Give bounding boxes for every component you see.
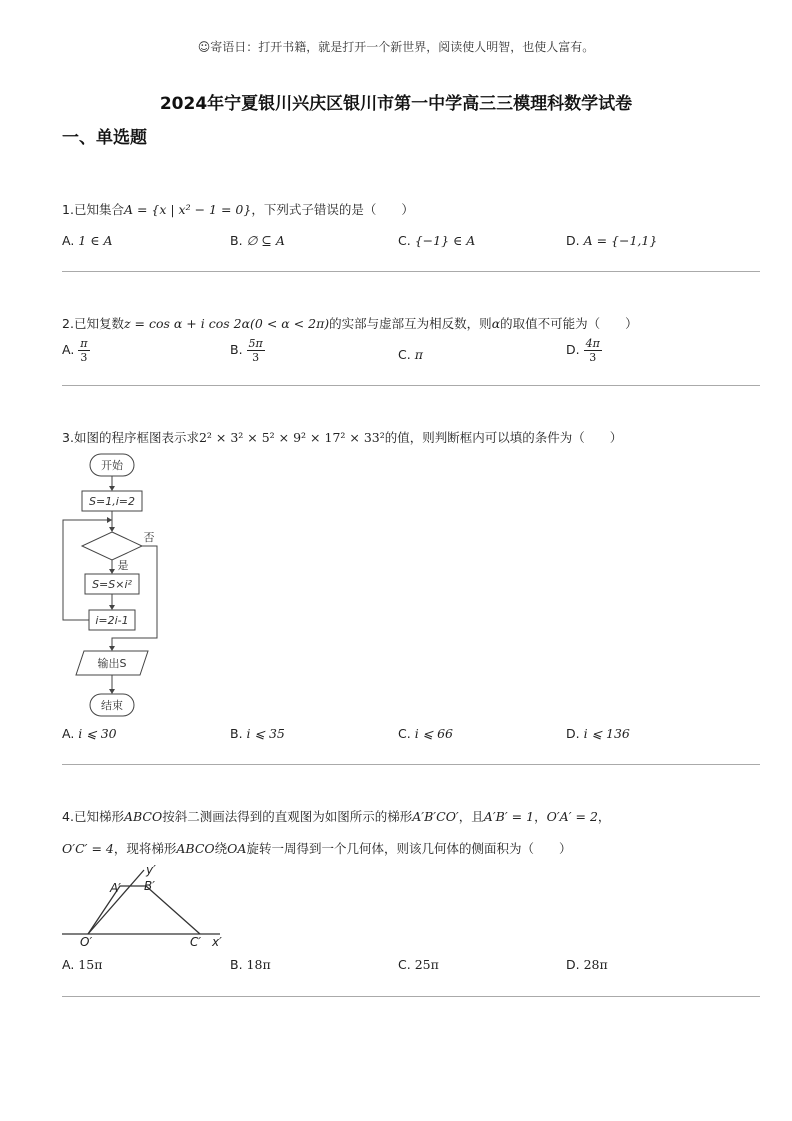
q2-pre: 已知复数 (73, 316, 124, 331)
q3-option-c[interactable] (398, 726, 453, 741)
q3-option-d[interactable] (566, 726, 630, 741)
label-a: A′ (110, 881, 121, 895)
q3-number: 3. (62, 430, 74, 445)
q1-option-a[interactable] (62, 233, 112, 248)
flow-no-label: 否 (143, 531, 155, 544)
q1-option-b[interactable] (230, 233, 285, 248)
flow-yes-label: 是 (117, 559, 129, 572)
option-label: B. (230, 342, 243, 357)
q4-number: 4. (62, 809, 74, 824)
q3-pre: 如图的程序框图表示求 (73, 430, 199, 445)
question-1 (62, 200, 414, 218)
option-text: 1 ∈ A (78, 233, 113, 248)
option-text: i ⩽ 136 (583, 726, 630, 741)
option-label: C. (398, 726, 411, 741)
q4-text: ，且 (458, 809, 484, 824)
option-text: 25π (414, 957, 439, 972)
flow-start-label: 开始 (101, 459, 123, 472)
option-text: {−1} ∈ A (414, 233, 476, 248)
q4-option-d[interactable] (566, 957, 608, 972)
label-o: O′ (80, 935, 93, 949)
q4-math: ABCO (176, 841, 215, 856)
q3-option-b[interactable] (230, 726, 285, 741)
option-text: i ⩽ 35 (246, 726, 285, 741)
flow-update-label: i=2i-1 (95, 614, 129, 627)
option-label: A. (62, 342, 75, 357)
option-label: A. (62, 233, 75, 248)
option-label: A. (62, 726, 75, 741)
option-label: D. (566, 233, 580, 248)
q4-text: ， (597, 809, 611, 824)
question-4-line-1 (62, 807, 610, 825)
q4-math: OA (227, 841, 247, 856)
option-label: D. (566, 726, 580, 741)
q1-option-d[interactable] (566, 233, 657, 248)
q4-text: 旋转一周得到一个几何体，则该几何体的侧面积为（ ） (246, 841, 572, 856)
q4-math: A′B′ = 1 (483, 809, 535, 824)
q1-post: ，下列式子错误的是（ ） (251, 202, 414, 217)
label-x: x′ (212, 935, 222, 949)
fraction: $\frac{5\pi}{3}$ (248, 337, 263, 364)
label-c: C′ (190, 935, 202, 949)
q4-text: 绕 (214, 841, 228, 856)
q4-text: 按斜二测画法得到的直观图为如图所示的梯形 (162, 809, 413, 824)
q2-math: z = cos α + i cos 2α(0 < α < 2π) (123, 316, 330, 331)
question-4-line-2 (62, 839, 571, 857)
page-title: 2024年宁夏银川兴庆区银川市第一中学高三三模理科数学试卷 (159, 94, 633, 114)
q2-option-c[interactable] (398, 347, 423, 362)
option-text: i ⩽ 66 (414, 726, 454, 741)
q4-math: A′B′CO′ (412, 809, 459, 824)
label-y: y′ (146, 863, 156, 877)
question-3 (62, 428, 622, 446)
q3-math: 2² × 3² × 5² × 9² × 17² × 33² (198, 430, 385, 445)
section-heading: 一、单选题 (62, 128, 147, 148)
label-b: B′ (144, 879, 155, 893)
option-label: D. (566, 342, 580, 357)
option-label: C. (398, 347, 411, 362)
option-label: B. (230, 957, 243, 972)
option-label: B. (230, 726, 243, 741)
option-text: 18π (246, 957, 271, 972)
q3-post: 的值，则判断框内可以填的条件为（ ） (384, 430, 623, 445)
q2-option-a[interactable] (62, 337, 90, 364)
option-label: C. (398, 957, 411, 972)
q4-text: ，现将梯形 (113, 841, 177, 856)
motto: ☺寄语日：打开书籍，就是打开一个新世界，阅读使人明智，也使人富有。 (197, 40, 595, 54)
q2-var: α (491, 316, 501, 331)
q4-text: 已知梯形 (73, 809, 124, 824)
trapezoid-figure (60, 860, 235, 952)
q2-option-d[interactable] (566, 337, 602, 364)
q1-number: 1. (62, 202, 74, 217)
q2-number: 2. (62, 316, 74, 331)
flow-end-label: 结束 (101, 699, 123, 712)
option-label: C. (398, 233, 411, 248)
q3-option-a[interactable] (62, 726, 117, 741)
option-text: 15π (78, 957, 103, 972)
q4-math: O′A′ = 2 (546, 809, 598, 824)
flow-assign-label: S=S×i² (92, 578, 132, 591)
flowchart (56, 450, 186, 722)
q2-option-b[interactable] (230, 337, 265, 364)
option-text: ∅ ⊆ A (246, 233, 285, 248)
q4-option-a[interactable] (62, 957, 102, 972)
fraction: $\frac{\pi}{3}$ (80, 337, 88, 364)
flow-init-label: S=1,i=2 (89, 495, 135, 508)
q4-option-b[interactable] (230, 957, 271, 972)
divider (62, 764, 760, 765)
y-axis (88, 870, 144, 934)
divider (62, 271, 760, 272)
fraction: $\frac{4\pi}{3}$ (585, 337, 600, 364)
option-label: B. (230, 233, 243, 248)
option-text: A = {−1,1} (583, 233, 658, 248)
flow-output-label: 输出S (97, 657, 127, 670)
option-label: A. (62, 957, 75, 972)
q1-pre: 已知集合 (73, 202, 124, 217)
q1-option-c[interactable] (398, 233, 475, 248)
q2-post2: 的取值不可能为（ ） (500, 316, 638, 331)
option-text: 28π (583, 957, 608, 972)
q2-post: 的实部与虚部互为相反数，则 (329, 316, 492, 331)
q4-text: ， (534, 809, 547, 824)
q1-math: A = {x | x² − 1 = 0} (123, 202, 252, 217)
q4-option-c[interactable] (398, 957, 439, 972)
trapezoid-outline (88, 886, 200, 934)
q4-math: O′C′ = 4 (62, 841, 114, 856)
question-2 (62, 314, 638, 332)
option-text: π (414, 347, 423, 362)
option-text: i ⩽ 30 (78, 726, 117, 741)
divider (62, 385, 760, 386)
flow-decision-diamond (82, 532, 142, 560)
option-label: D. (566, 957, 580, 972)
divider (62, 996, 760, 997)
q4-math: ABCO (123, 809, 163, 824)
